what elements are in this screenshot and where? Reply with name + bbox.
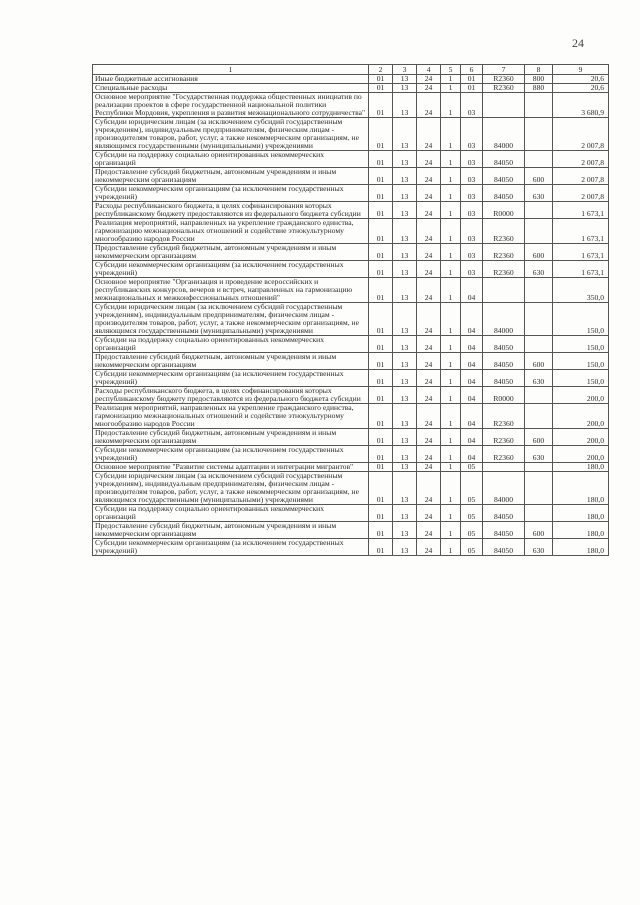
table-row: [93, 261, 609, 278]
column-header: 7: [483, 65, 525, 75]
row-name-cell: Реализация мероприятий, направленных на укрепление гражданского единства, гармонизацию межнациональных отношений и содействие этнокультурному многообразию народов России: [93, 219, 369, 244]
row-code-cell: 24: [417, 185, 441, 202]
row-code-cell: 01: [369, 244, 393, 261]
row-code-cell: 24: [417, 404, 441, 429]
row-code-cell: 01: [461, 84, 483, 93]
row-code-cell: 24: [417, 446, 441, 463]
row-amount-cell: 1 673,1: [553, 244, 609, 261]
row-amount-cell: 200,0: [553, 429, 609, 446]
row-name-cell: Реализация мероприятий, направленных на укрепление гражданского единства, гармонизацию межнациональных отношений и содействие этнокультурному многообразию народов России: [93, 404, 369, 429]
row-code-cell: 05: [461, 522, 483, 539]
row-name-cell: Предоставление субсидий бюджетным, автономным учреждениям и иным некоммерческим организациям: [93, 429, 369, 446]
table-row: [93, 244, 609, 261]
row-name-cell: Основное мероприятие "Развитие системы адаптации и интеграции мигрантов": [93, 463, 369, 472]
table-row: [93, 84, 609, 93]
table-row: [93, 118, 609, 151]
row-code-cell: 600: [525, 353, 553, 370]
row-code-cell: 24: [417, 75, 441, 84]
row-amount-cell: 180,0: [553, 522, 609, 539]
row-code-cell: R0000: [483, 202, 525, 219]
row-amount-cell: 2 007,8: [553, 168, 609, 185]
row-code-cell: 13: [393, 404, 417, 429]
row-code-cell: 24: [417, 278, 441, 303]
row-amount-cell: 180,0: [553, 472, 609, 505]
row-code-cell: 01: [369, 75, 393, 84]
column-header: 6: [461, 65, 483, 75]
row-name-cell: Субсидии некоммерческим организациям (за исключением государственных учреждений): [93, 261, 369, 278]
table-row: [93, 151, 609, 168]
row-code-cell: 13: [393, 278, 417, 303]
row-code-cell: 03: [461, 202, 483, 219]
row-amount-cell: 350,0: [553, 278, 609, 303]
row-code-cell: 1: [441, 303, 461, 336]
row-amount-cell: 150,0: [553, 353, 609, 370]
row-code-cell: 13: [393, 84, 417, 93]
table-row: [93, 168, 609, 185]
row-code-cell: [525, 278, 553, 303]
row-code-cell: 01: [369, 353, 393, 370]
row-code-cell: 04: [461, 336, 483, 353]
row-code-cell: 01: [369, 336, 393, 353]
row-code-cell: 24: [417, 539, 441, 556]
table-row: [93, 202, 609, 219]
row-code-cell: 24: [417, 168, 441, 185]
row-code-cell: 05: [461, 463, 483, 472]
row-code-cell: [525, 505, 553, 522]
row-name-cell: Субсидии юридическим лицам (за исключением субсидий государственным учреждениям), индивидуальным предпринимателям, физическим лицам - производителям товаров, работ, услуг, а также некоммерческим организациям, не являющимся государственными (муниципальными) учреждениями: [93, 303, 369, 336]
row-code-cell: 84050: [483, 185, 525, 202]
row-code-cell: 24: [417, 429, 441, 446]
row-code-cell: 01: [369, 202, 393, 219]
row-code-cell: 1: [441, 539, 461, 556]
row-code-cell: 84050: [483, 539, 525, 556]
table-row: [93, 303, 609, 336]
row-name-cell: Основное мероприятие "Организация и проведение всероссийских и республиканских конкурсов, вечеров и встреч, направленных на гармонизацию межнациональных и межконфессиональных отношений": [93, 278, 369, 303]
row-code-cell: 01: [369, 118, 393, 151]
row-code-cell: 1: [441, 84, 461, 93]
table-row: [93, 472, 609, 505]
row-code-cell: 84000: [483, 303, 525, 336]
row-code-cell: [525, 202, 553, 219]
column-header: 1: [93, 65, 369, 75]
row-code-cell: R2360: [483, 219, 525, 244]
row-code-cell: 630: [525, 446, 553, 463]
row-code-cell: 05: [461, 505, 483, 522]
row-code-cell: 03: [461, 244, 483, 261]
row-code-cell: 600: [525, 522, 553, 539]
row-code-cell: 01: [369, 303, 393, 336]
row-name-cell: Предоставление субсидий бюджетным, автономным учреждениям и иным некоммерческим организациям: [93, 168, 369, 185]
row-code-cell: 05: [461, 539, 483, 556]
row-amount-cell: 2 007,8: [553, 185, 609, 202]
row-code-cell: 24: [417, 303, 441, 336]
row-amount-cell: 1 673,1: [553, 261, 609, 278]
row-code-cell: 24: [417, 387, 441, 404]
row-code-cell: 01: [369, 151, 393, 168]
column-header: 4: [417, 65, 441, 75]
row-code-cell: 13: [393, 463, 417, 472]
row-code-cell: 13: [393, 505, 417, 522]
row-code-cell: [525, 151, 553, 168]
row-code-cell: [525, 387, 553, 404]
row-code-cell: 1: [441, 168, 461, 185]
row-code-cell: 01: [369, 472, 393, 505]
row-amount-cell: 150,0: [553, 303, 609, 336]
row-code-cell: [483, 93, 525, 118]
row-code-cell: 24: [417, 244, 441, 261]
row-name-cell: Субсидии некоммерческим организациям (за исключением государственных учреждений): [93, 185, 369, 202]
row-code-cell: 1: [441, 404, 461, 429]
row-amount-cell: 2 007,8: [553, 151, 609, 168]
row-name-cell: Субсидии юридическим лицам (за исключением субсидий государственным учреждениям), индивидуальным предпринимателям, физическим лицам - производителям товаров, работ, услуг, а также некоммерческим организациям, не являющимся государственными (муниципальными) учреждениями: [93, 472, 369, 505]
row-code-cell: 1: [441, 219, 461, 244]
row-amount-cell: 150,0: [553, 336, 609, 353]
row-code-cell: 24: [417, 353, 441, 370]
table-row: [93, 387, 609, 404]
row-code-cell: 01: [369, 463, 393, 472]
row-code-cell: 24: [417, 370, 441, 387]
row-code-cell: 84050: [483, 151, 525, 168]
table-row: [93, 404, 609, 429]
row-code-cell: [525, 303, 553, 336]
row-amount-cell: 180,0: [553, 463, 609, 472]
row-code-cell: R0000: [483, 387, 525, 404]
row-amount-cell: 1 673,1: [553, 202, 609, 219]
row-code-cell: 01: [369, 505, 393, 522]
row-code-cell: 01: [369, 429, 393, 446]
row-code-cell: 04: [461, 353, 483, 370]
row-name-cell: Предоставление субсидий бюджетным, автономным учреждениям и иным некоммерческим организациям: [93, 522, 369, 539]
table-row: [93, 353, 609, 370]
row-name-cell: Основное мероприятие "Государственная поддержка общественных инициатив по реализации проектов в сфере государственной национальной политики Республики Мордовия, укрепления и развития межнационального сотрудничества": [93, 93, 369, 118]
row-code-cell: 01: [369, 168, 393, 185]
row-code-cell: 03: [461, 151, 483, 168]
row-code-cell: [525, 118, 553, 151]
row-code-cell: 03: [461, 185, 483, 202]
row-name-cell: Предоставление субсидий бюджетным, автономным учреждениям и иным некоммерческим организациям: [93, 353, 369, 370]
row-code-cell: 04: [461, 429, 483, 446]
row-code-cell: 13: [393, 244, 417, 261]
row-code-cell: 84050: [483, 522, 525, 539]
row-code-cell: R2360: [483, 244, 525, 261]
row-amount-cell: 150,0: [553, 370, 609, 387]
table-row: [93, 429, 609, 446]
row-code-cell: 630: [525, 185, 553, 202]
row-code-cell: 03: [461, 219, 483, 244]
row-code-cell: 24: [417, 118, 441, 151]
row-code-cell: 24: [417, 522, 441, 539]
row-code-cell: 1: [441, 336, 461, 353]
row-code-cell: [525, 463, 553, 472]
row-name-cell: Субсидии некоммерческим организациям (за исключением государственных учреждений): [93, 370, 369, 387]
row-amount-cell: 20,6: [553, 84, 609, 93]
row-code-cell: 05: [461, 472, 483, 505]
row-code-cell: 630: [525, 539, 553, 556]
row-amount-cell: 200,0: [553, 387, 609, 404]
row-code-cell: 13: [393, 118, 417, 151]
row-code-cell: 13: [393, 429, 417, 446]
row-name-cell: Специальные расходы: [93, 84, 369, 93]
table-header-row: [93, 65, 609, 75]
row-code-cell: 1: [441, 463, 461, 472]
column-header: 8: [525, 65, 553, 75]
row-code-cell: 13: [393, 522, 417, 539]
row-code-cell: R2360: [483, 429, 525, 446]
row-code-cell: [525, 93, 553, 118]
row-code-cell: 04: [461, 446, 483, 463]
row-code-cell: [525, 404, 553, 429]
row-code-cell: 630: [525, 370, 553, 387]
row-code-cell: 13: [393, 168, 417, 185]
row-code-cell: 1: [441, 202, 461, 219]
row-code-cell: R2360: [483, 404, 525, 429]
row-code-cell: 01: [369, 404, 393, 429]
row-amount-cell: 20,6: [553, 75, 609, 84]
row-code-cell: 13: [393, 387, 417, 404]
row-code-cell: 01: [369, 219, 393, 244]
row-code-cell: 1: [441, 387, 461, 404]
row-code-cell: 01: [369, 539, 393, 556]
row-code-cell: [525, 336, 553, 353]
row-code-cell: 1: [441, 446, 461, 463]
row-code-cell: 24: [417, 151, 441, 168]
row-name-cell: Расходы республиканского бюджета, в целях софинансирования которых республиканскому бюджету предоставляются из федерального бюджета субсидии: [93, 202, 369, 219]
row-code-cell: 24: [417, 219, 441, 244]
row-code-cell: 24: [417, 202, 441, 219]
row-code-cell: 01: [369, 370, 393, 387]
row-code-cell: 84050: [483, 505, 525, 522]
row-code-cell: 01: [369, 93, 393, 118]
row-code-cell: 13: [393, 446, 417, 463]
row-code-cell: 01: [369, 84, 393, 93]
row-code-cell: 03: [461, 261, 483, 278]
row-code-cell: 84000: [483, 472, 525, 505]
row-code-cell: R2360: [483, 75, 525, 84]
row-code-cell: 1: [441, 244, 461, 261]
row-code-cell: 01: [369, 185, 393, 202]
row-code-cell: 13: [393, 151, 417, 168]
row-code-cell: 1: [441, 93, 461, 118]
column-header: 3: [393, 65, 417, 75]
row-code-cell: [483, 463, 525, 472]
row-code-cell: 880: [525, 84, 553, 93]
row-code-cell: 24: [417, 472, 441, 505]
row-code-cell: 24: [417, 463, 441, 472]
row-code-cell: 03: [461, 118, 483, 151]
budget-table: [92, 64, 609, 556]
row-code-cell: 24: [417, 261, 441, 278]
row-code-cell: 13: [393, 472, 417, 505]
table-row: [93, 336, 609, 353]
row-code-cell: 04: [461, 404, 483, 429]
row-code-cell: 01: [369, 446, 393, 463]
row-amount-cell: 180,0: [553, 505, 609, 522]
row-name-cell: Субсидии на поддержку социально ориентированных некоммерческих организаций: [93, 151, 369, 168]
row-amount-cell: 200,0: [553, 446, 609, 463]
table-row: [93, 93, 609, 118]
row-code-cell: [483, 278, 525, 303]
row-code-cell: 1: [441, 118, 461, 151]
row-code-cell: 13: [393, 261, 417, 278]
table-row: [93, 370, 609, 387]
row-code-cell: 13: [393, 303, 417, 336]
row-code-cell: 24: [417, 336, 441, 353]
row-code-cell: 13: [393, 219, 417, 244]
row-code-cell: 01: [369, 261, 393, 278]
row-code-cell: 1: [441, 353, 461, 370]
row-code-cell: R2360: [483, 84, 525, 93]
page-number: 24: [572, 36, 584, 50]
row-code-cell: 600: [525, 244, 553, 261]
column-header: 2: [369, 65, 393, 75]
row-name-cell: Субсидии некоммерческим организациям (за исключением государственных учреждений): [93, 446, 369, 463]
table-body: [93, 75, 609, 556]
row-code-cell: 1: [441, 472, 461, 505]
row-code-cell: 03: [461, 168, 483, 185]
row-code-cell: [525, 219, 553, 244]
table-row: [93, 505, 609, 522]
row-code-cell: 13: [393, 336, 417, 353]
row-code-cell: [525, 472, 553, 505]
row-code-cell: 84050: [483, 336, 525, 353]
row-name-cell: Предоставление субсидий бюджетным, автономным учреждениям и иным некоммерческим организациям: [93, 244, 369, 261]
row-code-cell: 01: [369, 278, 393, 303]
column-header: 9: [553, 65, 609, 75]
row-code-cell: 1: [441, 505, 461, 522]
row-code-cell: 13: [393, 370, 417, 387]
row-code-cell: 13: [393, 185, 417, 202]
row-code-cell: 13: [393, 93, 417, 118]
row-code-cell: 84000: [483, 118, 525, 151]
table-row: [93, 219, 609, 244]
row-code-cell: 600: [525, 429, 553, 446]
row-name-cell: Иные бюджетные ассигнования: [93, 75, 369, 84]
row-code-cell: 24: [417, 93, 441, 118]
table-row: [93, 278, 609, 303]
row-code-cell: 84050: [483, 168, 525, 185]
row-amount-cell: 200,0: [553, 404, 609, 429]
row-code-cell: 24: [417, 505, 441, 522]
row-code-cell: 04: [461, 278, 483, 303]
row-code-cell: 04: [461, 370, 483, 387]
table-row: [93, 185, 609, 202]
row-amount-cell: 1 673,1: [553, 219, 609, 244]
table-row: [93, 463, 609, 472]
row-code-cell: 800: [525, 75, 553, 84]
row-code-cell: 01: [369, 387, 393, 404]
row-code-cell: 1: [441, 370, 461, 387]
row-code-cell: 84050: [483, 370, 525, 387]
row-amount-cell: 3 680,9: [553, 93, 609, 118]
table-row: [93, 75, 609, 84]
row-code-cell: R2360: [483, 261, 525, 278]
column-header: 5: [441, 65, 461, 75]
row-code-cell: 01: [369, 522, 393, 539]
row-code-cell: 1: [441, 261, 461, 278]
row-amount-cell: 180,0: [553, 539, 609, 556]
row-code-cell: 600: [525, 168, 553, 185]
row-name-cell: Субсидии юридическим лицам (за исключением субсидий государственным учреждениям), индивидуальным предпринимателям, физическим лицам - производителям товаров, работ, услуг, а также некоммерческим организациям, не являющимся государственными (муниципальными) учреждениями: [93, 118, 369, 151]
row-code-cell: 1: [441, 429, 461, 446]
row-code-cell: 04: [461, 387, 483, 404]
row-name-cell: Расходы республиканского бюджета, в целях софинансирования которых республиканскому бюджету предоставляются из федерального бюджета субсидии: [93, 387, 369, 404]
row-code-cell: 13: [393, 353, 417, 370]
row-name-cell: Субсидии некоммерческим организациям (за исключением государственных учреждений): [93, 539, 369, 556]
row-code-cell: 01: [461, 75, 483, 84]
row-code-cell: 1: [441, 151, 461, 168]
row-code-cell: 630: [525, 261, 553, 278]
row-code-cell: 24: [417, 84, 441, 93]
row-code-cell: 04: [461, 303, 483, 336]
table-row: [93, 522, 609, 539]
row-code-cell: 84050: [483, 353, 525, 370]
row-code-cell: 1: [441, 522, 461, 539]
row-code-cell: 13: [393, 202, 417, 219]
row-amount-cell: 2 007,8: [553, 118, 609, 151]
row-name-cell: Субсидии на поддержку социально ориентированных некоммерческих организаций: [93, 336, 369, 353]
row-code-cell: 1: [441, 278, 461, 303]
row-name-cell: Субсидии на поддержку социально ориентированных некоммерческих организаций: [93, 505, 369, 522]
row-code-cell: 03: [461, 93, 483, 118]
row-code-cell: 13: [393, 75, 417, 84]
row-code-cell: 1: [441, 75, 461, 84]
table-row: [93, 539, 609, 556]
table-row: [93, 446, 609, 463]
row-code-cell: 13: [393, 539, 417, 556]
row-code-cell: 1: [441, 185, 461, 202]
row-code-cell: R2360: [483, 446, 525, 463]
